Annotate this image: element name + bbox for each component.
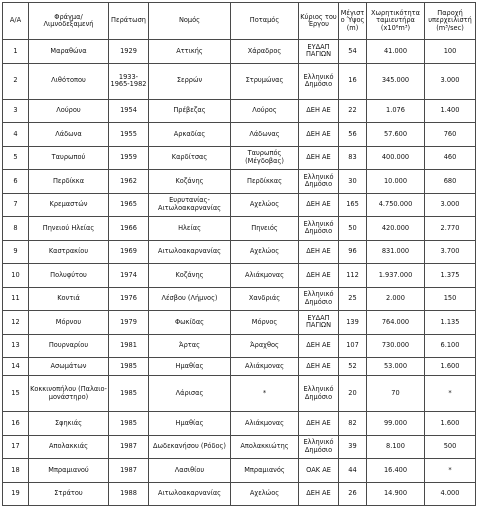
- cell-max-height: 112: [339, 264, 367, 288]
- cell-owner: ΔΕΗ ΑΕ: [299, 123, 339, 147]
- cell-completion: 1979: [109, 311, 149, 335]
- cell-spillway-flow: 2.770: [425, 217, 476, 241]
- cell-owner: ΟΑΚ ΑΕ: [299, 459, 339, 483]
- header-max-height: Μέγιστο Ύψος (m): [339, 3, 367, 40]
- table-row: [3, 459, 476, 483]
- table-row: [3, 435, 476, 459]
- table-row: [3, 63, 476, 99]
- table-row: [3, 482, 476, 506]
- cell-dam-name: Κοκκινοπήλου (Παλαιο-μονάστηρο): [29, 376, 109, 412]
- dams-table-container: [2, 2, 475, 506]
- cell-owner: ΕΥΔΑΠ ΠΑΓΙΩΝ: [299, 311, 339, 335]
- cell-completion: 1988: [109, 482, 149, 506]
- cell-river: Περδίκκας: [231, 170, 299, 194]
- cell-dam-name: Κοντιά: [29, 287, 109, 311]
- cell-index: 2: [3, 63, 29, 99]
- cell-spillway-flow: 1.600: [425, 412, 476, 436]
- cell-completion: 1965: [109, 193, 149, 217]
- cell-river: Μόρνος: [231, 311, 299, 335]
- cell-owner: ΔΕΗ ΑΕ: [299, 240, 339, 264]
- cell-capacity: 4.750.000: [367, 193, 425, 217]
- cell-capacity: 420.000: [367, 217, 425, 241]
- cell-prefecture: Άρτας: [149, 334, 231, 358]
- cell-river: Μπραμιανός: [231, 459, 299, 483]
- cell-dam-name: Λιθότοπου: [29, 63, 109, 99]
- cell-index: 3: [3, 99, 29, 123]
- cell-index: 7: [3, 193, 29, 217]
- cell-dam-name: Περδίκκα: [29, 170, 109, 194]
- cell-dam-name: Κρεμαστών: [29, 193, 109, 217]
- cell-prefecture: Φωκίδας: [149, 311, 231, 335]
- cell-dam-name: Μαραθώνα: [29, 40, 109, 64]
- cell-prefecture: Λασιθίου: [149, 459, 231, 483]
- cell-max-height: 30: [339, 170, 367, 194]
- cell-completion: 1987: [109, 459, 149, 483]
- cell-completion: 1959: [109, 146, 149, 170]
- header-dam-name: Φράγμα/ Λιμνοδεξαμενή: [29, 3, 109, 40]
- cell-max-height: 52: [339, 358, 367, 376]
- cell-capacity: 1.937.000: [367, 264, 425, 288]
- table-row: [3, 193, 476, 217]
- cell-capacity: 53.000: [367, 358, 425, 376]
- table-header: [3, 3, 476, 40]
- cell-spillway-flow: 3.000: [425, 63, 476, 99]
- cell-capacity: 730.000: [367, 334, 425, 358]
- cell-index: 6: [3, 170, 29, 194]
- cell-max-height: 165: [339, 193, 367, 217]
- table-row: [3, 311, 476, 335]
- cell-river: Λάδωνας: [231, 123, 299, 147]
- cell-max-height: 139: [339, 311, 367, 335]
- header-prefecture: Νομός: [149, 3, 231, 40]
- cell-spillway-flow: 1.135: [425, 311, 476, 335]
- cell-owner: ΔΕΗ ΑΕ: [299, 193, 339, 217]
- cell-prefecture: Λέσβου (Λήμνος): [149, 287, 231, 311]
- cell-owner: Ελληνικό Δημόσιο: [299, 287, 339, 311]
- cell-prefecture: Λάρισας: [149, 376, 231, 412]
- cell-dam-name: Καστρακίου: [29, 240, 109, 264]
- cell-index: 16: [3, 412, 29, 436]
- cell-completion: 1976: [109, 287, 149, 311]
- cell-spillway-flow: 6.100: [425, 334, 476, 358]
- cell-prefecture: Ηλείας: [149, 217, 231, 241]
- cell-completion: 1929: [109, 40, 149, 64]
- cell-completion: 1962: [109, 170, 149, 194]
- cell-river: Άραχθος: [231, 334, 299, 358]
- cell-max-height: 107: [339, 334, 367, 358]
- table-row: [3, 170, 476, 194]
- cell-owner: Ελληνικό Δημόσιο: [299, 63, 339, 99]
- cell-spillway-flow: 760: [425, 123, 476, 147]
- cell-capacity: 400.000: [367, 146, 425, 170]
- cell-dam-name: Πολυφύτου: [29, 264, 109, 288]
- cell-dam-name: Ταυρωπού: [29, 146, 109, 170]
- table-row: [3, 287, 476, 311]
- table-row: [3, 217, 476, 241]
- header-spillway-flow: Παροχή υπερχειλιστή (m³/sec): [425, 3, 476, 40]
- table-row: [3, 358, 476, 376]
- cell-spillway-flow: 4.000: [425, 482, 476, 506]
- cell-prefecture: Αρκαδίας: [149, 123, 231, 147]
- table-row: [3, 412, 476, 436]
- cell-max-height: 26: [339, 482, 367, 506]
- cell-spillway-flow: 460: [425, 146, 476, 170]
- cell-capacity: 2.000: [367, 287, 425, 311]
- cell-owner: ΔΕΗ ΑΕ: [299, 99, 339, 123]
- cell-index: 1: [3, 40, 29, 64]
- cell-completion: 1985: [109, 376, 149, 412]
- cell-spillway-flow: 680: [425, 170, 476, 194]
- cell-max-height: 25: [339, 287, 367, 311]
- cell-capacity: 41.000: [367, 40, 425, 64]
- cell-completion: 1985: [109, 358, 149, 376]
- cell-max-height: 39: [339, 435, 367, 459]
- cell-dam-name: Λούρου: [29, 99, 109, 123]
- cell-dam-name: Σφηκιάς: [29, 412, 109, 436]
- cell-dam-name: Πουρναρίου: [29, 334, 109, 358]
- cell-dam-name: Μπραμιανού: [29, 459, 109, 483]
- cell-capacity: 1.076: [367, 99, 425, 123]
- cell-prefecture: Ευρυτανίας-Αιτωλοακαρνανίας: [149, 193, 231, 217]
- cell-river: Χανδριάς: [231, 287, 299, 311]
- header-capacity: Χωρητικότητα ταμιευτήρα (x10⁶m³): [367, 3, 425, 40]
- cell-prefecture: Ημαθίας: [149, 412, 231, 436]
- cell-capacity: 345.000: [367, 63, 425, 99]
- cell-max-height: 20: [339, 376, 367, 412]
- table-row: [3, 99, 476, 123]
- cell-spillway-flow: 100: [425, 40, 476, 64]
- cell-capacity: 16.400: [367, 459, 425, 483]
- cell-prefecture: Δωδεκανήσου (Ρόδος): [149, 435, 231, 459]
- cell-prefecture: Ημαθίας: [149, 358, 231, 376]
- cell-completion: 1955: [109, 123, 149, 147]
- cell-completion: 1933-1965-1982: [109, 63, 149, 99]
- cell-owner: Ελληνικό Δημόσιο: [299, 435, 339, 459]
- cell-dam-name: Απολακκιάς: [29, 435, 109, 459]
- cell-completion: 1969: [109, 240, 149, 264]
- table-row: [3, 334, 476, 358]
- cell-dam-name: Πηνειού Ηλείας: [29, 217, 109, 241]
- table-row: [3, 123, 476, 147]
- cell-index: 8: [3, 217, 29, 241]
- cell-capacity: 10.000: [367, 170, 425, 194]
- cell-river: Αχελώος: [231, 482, 299, 506]
- cell-prefecture: Κοζάνης: [149, 170, 231, 194]
- cell-river: Ταυρωπός (Μέγδοβας): [231, 146, 299, 170]
- header-row: [3, 3, 476, 40]
- cell-max-height: 83: [339, 146, 367, 170]
- cell-index: 13: [3, 334, 29, 358]
- table-row: [3, 376, 476, 412]
- cell-completion: 1966: [109, 217, 149, 241]
- cell-capacity: 14.900: [367, 482, 425, 506]
- cell-river: Στρυμώνας: [231, 63, 299, 99]
- cell-spillway-flow: *: [425, 376, 476, 412]
- cell-river: Αλιάκμονας: [231, 264, 299, 288]
- cell-prefecture: Πρέβεζας: [149, 99, 231, 123]
- cell-owner: ΔΕΗ ΑΕ: [299, 264, 339, 288]
- cell-completion: 1954: [109, 99, 149, 123]
- cell-river: Αχελώος: [231, 240, 299, 264]
- cell-max-height: 22: [339, 99, 367, 123]
- table-body: [3, 40, 476, 506]
- cell-index: 18: [3, 459, 29, 483]
- cell-max-height: 56: [339, 123, 367, 147]
- cell-completion: 1981: [109, 334, 149, 358]
- cell-dam-name: Λάδωνα: [29, 123, 109, 147]
- cell-prefecture: Σερρών: [149, 63, 231, 99]
- cell-max-height: 54: [339, 40, 367, 64]
- cell-river: Πηνειός: [231, 217, 299, 241]
- cell-river: Λούρος: [231, 99, 299, 123]
- cell-dam-name: Μόρνου: [29, 311, 109, 335]
- cell-spillway-flow: 3.000: [425, 193, 476, 217]
- cell-owner: ΔΕΗ ΑΕ: [299, 412, 339, 436]
- cell-index: 17: [3, 435, 29, 459]
- cell-max-height: 96: [339, 240, 367, 264]
- cell-capacity: 99.000: [367, 412, 425, 436]
- cell-max-height: 44: [339, 459, 367, 483]
- cell-completion: 1985: [109, 412, 149, 436]
- cell-index: 15: [3, 376, 29, 412]
- cell-owner: Ελληνικό Δημόσιο: [299, 170, 339, 194]
- dams-table: [2, 2, 476, 506]
- cell-prefecture: Αττικής: [149, 40, 231, 64]
- table-row: [3, 146, 476, 170]
- cell-capacity: 8.100: [367, 435, 425, 459]
- cell-prefecture: Καρδίτσας: [149, 146, 231, 170]
- cell-index: 11: [3, 287, 29, 311]
- cell-owner: ΔΕΗ ΑΕ: [299, 146, 339, 170]
- cell-index: 4: [3, 123, 29, 147]
- cell-index: 10: [3, 264, 29, 288]
- header-completion: Περάτωση: [109, 3, 149, 40]
- cell-owner: ΕΥΔΑΠ ΠΑΓΙΩΝ: [299, 40, 339, 64]
- cell-max-height: 50: [339, 217, 367, 241]
- cell-index: 12: [3, 311, 29, 335]
- cell-spillway-flow: 1.600: [425, 358, 476, 376]
- cell-max-height: 16: [339, 63, 367, 99]
- cell-spillway-flow: 500: [425, 435, 476, 459]
- cell-capacity: 70: [367, 376, 425, 412]
- cell-river: Αλιάκμονας: [231, 412, 299, 436]
- cell-owner: Ελληνικό Δημόσιο: [299, 376, 339, 412]
- cell-spillway-flow: *: [425, 459, 476, 483]
- cell-prefecture: Κοζάνης: [149, 264, 231, 288]
- cell-capacity: 831.000: [367, 240, 425, 264]
- table-row: [3, 240, 476, 264]
- cell-river: Χάραδρος: [231, 40, 299, 64]
- cell-completion: 1987: [109, 435, 149, 459]
- cell-max-height: 82: [339, 412, 367, 436]
- header-index: Α/Α: [3, 3, 29, 40]
- cell-dam-name: Ασωμάτων: [29, 358, 109, 376]
- cell-spillway-flow: 150: [425, 287, 476, 311]
- cell-index: 5: [3, 146, 29, 170]
- header-river: Ποταμός: [231, 3, 299, 40]
- cell-prefecture: Αιτωλοακαρνανίας: [149, 240, 231, 264]
- cell-river: *: [231, 376, 299, 412]
- cell-capacity: 57.600: [367, 123, 425, 147]
- header-owner: Κύριος του Έργου: [299, 3, 339, 40]
- cell-spillway-flow: 3.700: [425, 240, 476, 264]
- table-row: [3, 264, 476, 288]
- cell-completion: 1974: [109, 264, 149, 288]
- cell-prefecture: Αιτωλοακαρνανίας: [149, 482, 231, 506]
- cell-spillway-flow: 1.375: [425, 264, 476, 288]
- cell-dam-name: Στράτου: [29, 482, 109, 506]
- cell-owner: ΔΕΗ ΑΕ: [299, 482, 339, 506]
- cell-index: 9: [3, 240, 29, 264]
- table-row: [3, 40, 476, 64]
- cell-spillway-flow: 1.400: [425, 99, 476, 123]
- cell-owner: Ελληνικό Δημόσιο: [299, 217, 339, 241]
- cell-river: Απολακκιώτης: [231, 435, 299, 459]
- cell-index: 14: [3, 358, 29, 376]
- cell-owner: ΔΕΗ ΑΕ: [299, 358, 339, 376]
- cell-owner: ΔΕΗ ΑΕ: [299, 334, 339, 358]
- cell-river: Αχελώος: [231, 193, 299, 217]
- cell-river: Αλιάκμονας: [231, 358, 299, 376]
- cell-index: 19: [3, 482, 29, 506]
- cell-capacity: 764.000: [367, 311, 425, 335]
